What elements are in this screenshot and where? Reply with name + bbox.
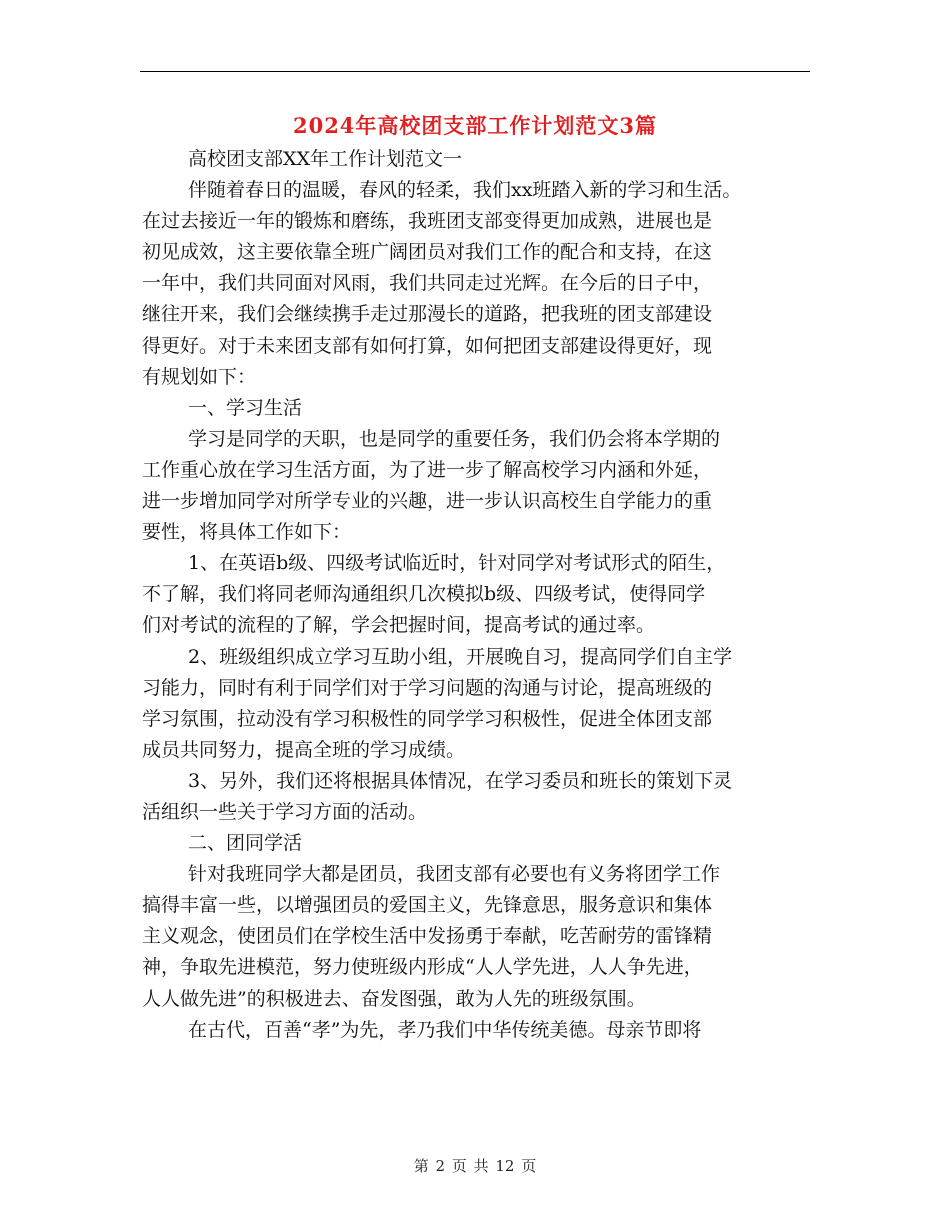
- paragraph-line: 进一步增加同学对所学专业的兴趣，进一步认识高校生自学能力的重: [142, 490, 713, 513]
- paragraph-line: 习能力，同时有利于同学们对于学习问题的沟通与讨论，提高班级的: [142, 676, 713, 699]
- paragraph-line: 针对我班同学大都是团员，我团支部有必要也有义务将团学工作: [188, 863, 721, 886]
- paragraph-line: 1、在英语b级、四级考试临近时，针对同学对考试形式的陌生，: [188, 552, 726, 575]
- paragraph-line: 学习氛围，拉动没有学习积极性的同学学习积极性，促进全体团支部: [142, 707, 713, 730]
- page-footer: 第 2 页 共 12 页: [413, 1157, 537, 1175]
- paragraph-line: 搞得丰富一些，以增强团员的爱国主义，先锋意思，服务意识和集体: [142, 894, 713, 917]
- paragraph-line: 伴随着春日的温暖，春风的轻柔，我们xx班踏入新的学习和生活。: [188, 179, 742, 202]
- document-title: 2024年高校团支部工作计划范文3篇: [292, 113, 658, 138]
- paragraph-line: 人人做先进”的积极进去、奋发图强，敢为人先的班级氛围。: [142, 987, 646, 1010]
- header-rule: [140, 71, 810, 72]
- paragraph-line: 在古代，百善“孝”为先，孝乃我们中华传统美德。母亲节即将: [188, 1018, 702, 1041]
- paragraph-line: 学习是同学的天职，也是同学的重要任务，我们仍会将本学期的: [188, 427, 721, 450]
- paragraph-line: 不了解，我们将同老师沟通组织几次模拟b级、四级考试，使得同学: [142, 583, 706, 606]
- paragraph-line: 主义观念，使团员们在学校生活中发扬勇于奉献，吃苦耐劳的雷锋精: [142, 925, 713, 948]
- paragraph-line: 继往开来，我们会继续携手走过那漫长的道路，把我班的团支部建设: [142, 303, 713, 326]
- paragraph-line: 高校团支部XX年工作计划范文一: [188, 148, 463, 170]
- paragraph-line: 活组织一些关于学习方面的活动。: [142, 800, 428, 823]
- paragraph-line: 二、团同学活: [188, 832, 303, 855]
- document-body: [142, 144, 822, 1046]
- paragraph-line: 2、班级组织成立学习互助小组，开展晚自习，提高同学们自主学: [188, 645, 733, 668]
- paragraph-line: 们对考试的流程的了解，学会把握时间，提高考试的通过率。: [142, 614, 656, 637]
- paragraph-line: 神，争取先进模范，努力使班级内形成“人人学先进，人人争先进，: [142, 956, 703, 979]
- paragraph-line: 要性，将具体工作如下：: [142, 521, 352, 544]
- paragraph-line: 3、另外，我们还将根据具体情况，在学习委员和班长的策划下灵: [188, 769, 733, 792]
- paragraph-line: 初见成效，这主要依靠全班广阔团员对我们工作的配合和支持，在这: [142, 241, 713, 264]
- paragraph-line: 工作重心放在学习生活方面，为了进一步了解高校学习内涵和外延，: [142, 458, 713, 481]
- paragraph-line: 有规划如下：: [142, 365, 257, 388]
- paragraph-line: 成员共同努力，提高全班的学习成绩。: [142, 738, 466, 761]
- paragraph-line: 一年中，我们共同面对风雨，我们共同走过光辉。在今后的日子中，: [142, 272, 713, 295]
- paragraph-line: 在过去接近一年的锻炼和磨练，我班团支部变得更加成熟，进展也是: [142, 210, 713, 233]
- paragraph-line: 一、学习生活: [188, 396, 303, 419]
- paragraph-line: 得更好。对于未来团支部有如何打算，如何把团支部建设得更好，现: [142, 334, 713, 357]
